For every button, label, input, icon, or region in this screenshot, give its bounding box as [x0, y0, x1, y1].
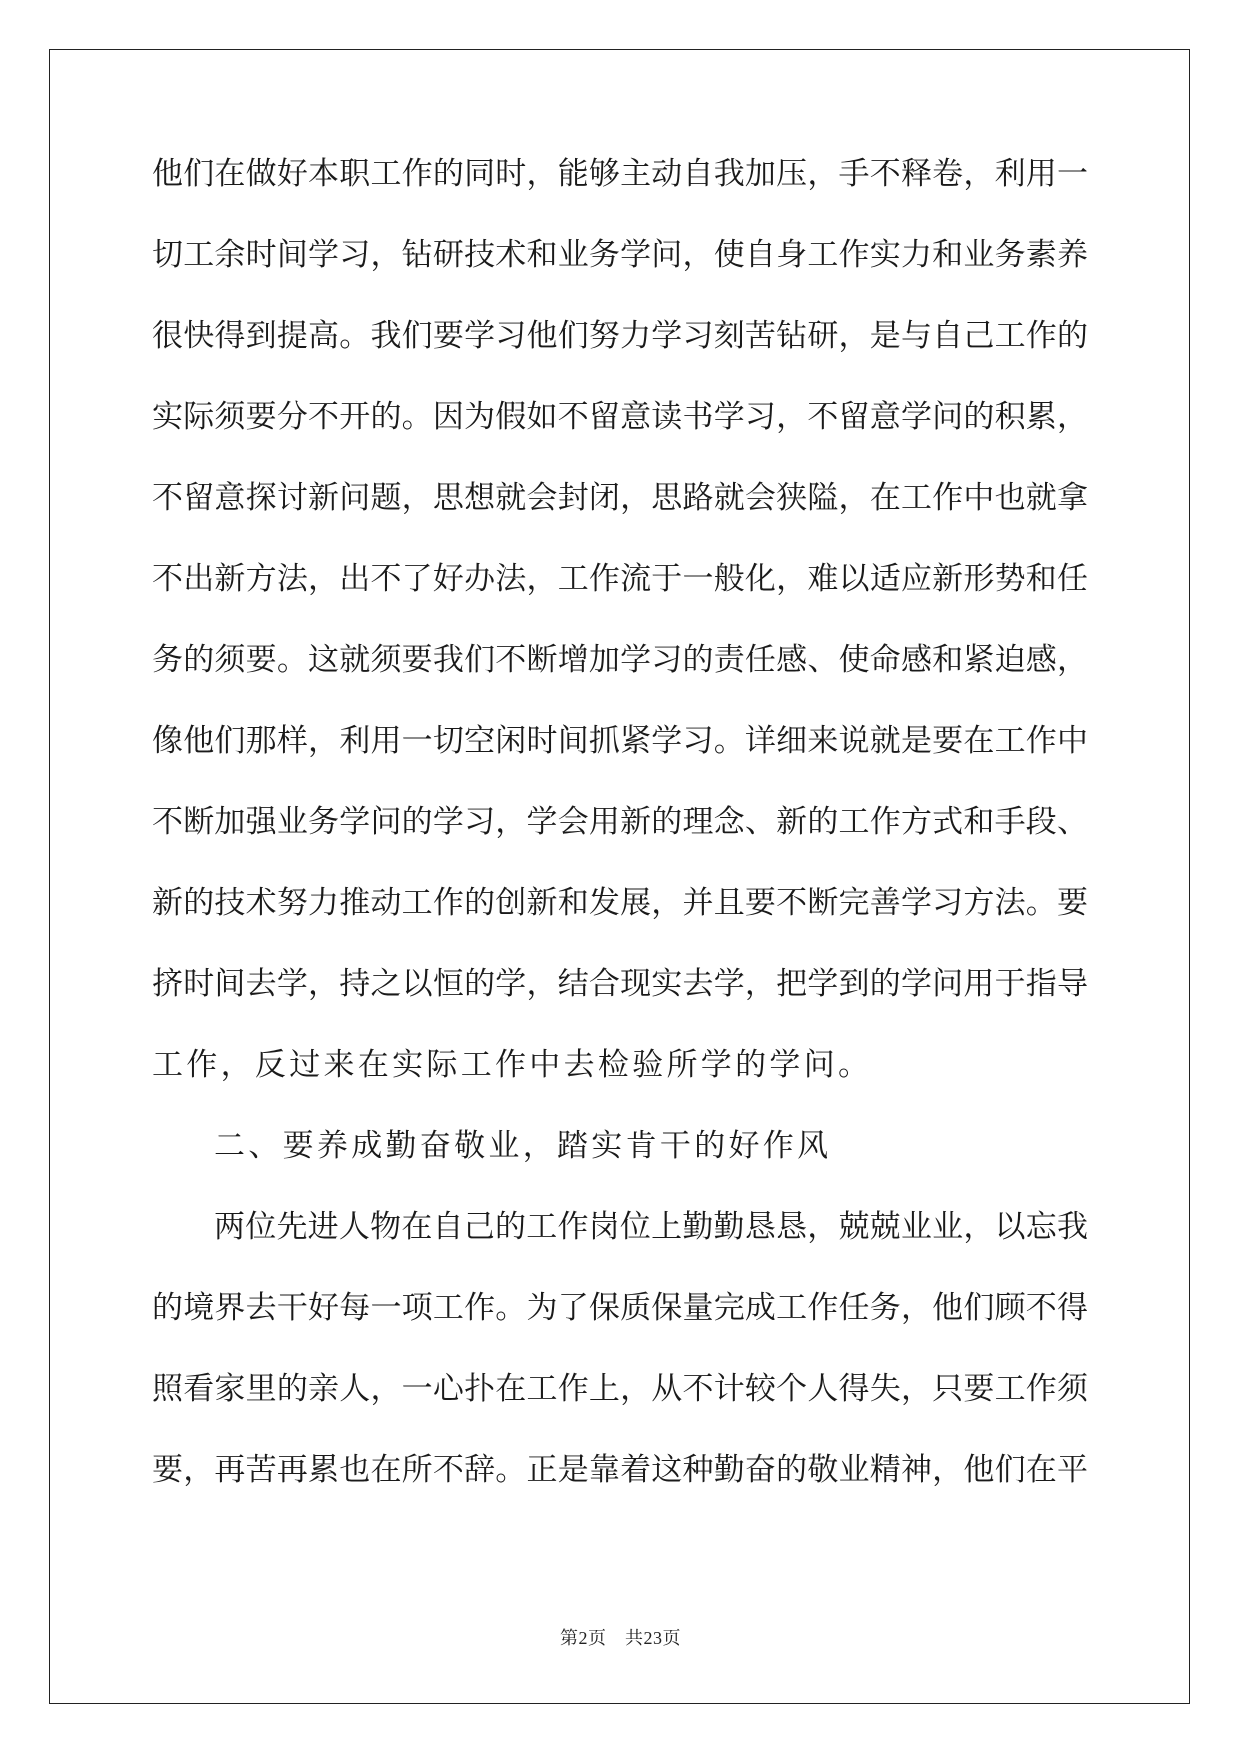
text-line: 要，再苦再累也在所不辞。正是靠着这种勤奋的敬业精神，他们在平: [152, 1452, 1088, 1488]
section-heading: 二、要养成勤奋敬业，踏实肯干的好作风: [214, 1128, 832, 1164]
paragraph-last-line: 工作，反过来在实际工作中去检验所学的学问。: [152, 1047, 873, 1083]
document-body: [152, 154, 1088, 1531]
text-line: 照看家里的亲人，一心扑在工作上，从不计较个人得失，只要工作须: [152, 1371, 1088, 1407]
text-line: 新的技术努力推动工作的创新和发展，并且要不断完善学习方法。要: [152, 885, 1088, 921]
text-line: 不断加强业务学问的学习，学会用新的理念、新的工作方式和手段、: [152, 804, 1088, 840]
text-line: 不出新方法，出不了好办法，工作流于一般化，难以适应新形势和任: [152, 561, 1088, 597]
text-line: 不留意探讨新问题，思想就会封闭，思路就会狭隘，在工作中也就拿: [152, 480, 1088, 516]
text-line: 实际须要分不开的。因为假如不留意读书学习，不留意学问的积累，: [152, 399, 1088, 435]
text-line: 他们在做好本职工作的同时，能够主动自我加压，手不释卷，利用一: [152, 156, 1088, 192]
paragraph-first-line: 两位先进人物在自己的工作岗位上勤勤恳恳，兢兢业业，以忘我: [214, 1209, 1088, 1245]
text-line: 像他们那样，利用一切空闲时间抓紧学习。详细来说就是要在工作中: [152, 723, 1088, 759]
text-line: 切工余时间学习，钻研技术和业务学问，使自身工作实力和业务素养: [152, 237, 1088, 273]
text-line: 的境界去干好每一项工作。为了保质保量完成工作任务，他们顾不得: [152, 1290, 1088, 1326]
text-line: 挤时间去学，持之以恒的学，结合现实去学，把学到的学问用于指导: [152, 966, 1088, 1002]
page-number: 第2页 共23页: [560, 1628, 681, 1648]
text-line: 务的须要。这就须要我们不断增加学习的责任感、使命感和紧迫感，: [152, 642, 1088, 678]
text-line: 很快得到提高。我们要学习他们努力学习刻苦钻研，是与自己工作的: [152, 318, 1088, 354]
